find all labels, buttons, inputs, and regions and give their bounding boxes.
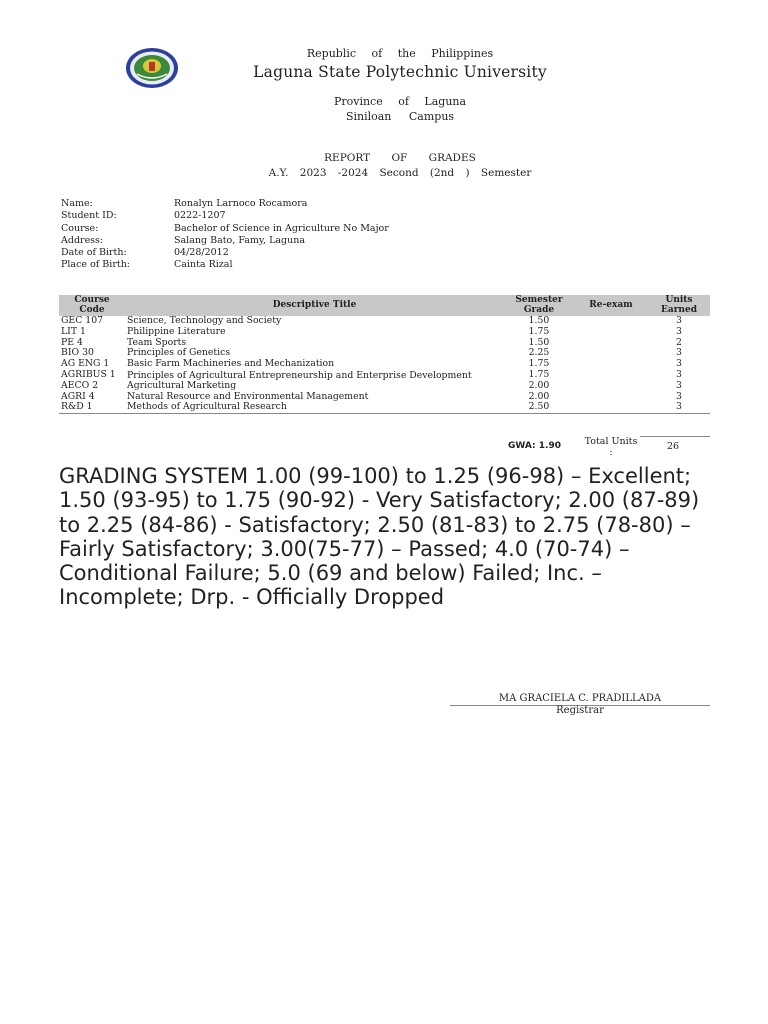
table-row	[59, 402, 710, 413]
total-units-label: Total Units :	[584, 436, 638, 458]
cell-title: Philippine Literature	[127, 325, 226, 337]
cell-grade: 1.75	[528, 325, 550, 337]
republic-heading: Republic of the Philippines	[306, 47, 494, 60]
cell-units: 3	[676, 368, 682, 380]
cell-title: Agricultural Marketing	[127, 379, 237, 391]
info-row-name	[61, 198, 389, 210]
cell-grade: 2.50	[504, 402, 574, 413]
cell-title: Principles of Genetics	[127, 347, 231, 359]
cell-grade: 1.50	[528, 336, 550, 348]
gwa-value: GWA: 1.90	[508, 441, 561, 451]
cell-grade: 1.75	[528, 358, 550, 370]
cell-reexam	[574, 402, 648, 413]
cell-grade: 2.00	[528, 379, 550, 391]
cell-code: PE 4	[61, 336, 83, 348]
table-row	[59, 327, 710, 338]
info-row-date-of-birth	[61, 247, 389, 259]
cell-title: Natural Resource and Environmental Management	[127, 390, 369, 402]
cell-grade: 1.75	[528, 368, 550, 380]
info-row-student-id	[61, 210, 389, 222]
grades-table	[59, 295, 710, 414]
registrar-title: Registrar	[556, 705, 604, 716]
info-label: Date of Birth:	[61, 247, 127, 259]
cell-units: 2	[676, 336, 682, 348]
cell-units: 3	[676, 379, 682, 391]
report-title: REPORT OF GRADES	[324, 152, 476, 164]
table-row	[59, 381, 710, 392]
header-course-code: Course Code	[59, 295, 125, 316]
cell-reexam	[574, 392, 648, 403]
cell-reexam	[574, 338, 648, 349]
table-row	[59, 359, 710, 370]
cell-code: AGRIBUS 1	[61, 368, 116, 380]
info-label: Name:	[61, 198, 93, 209]
header-semester-grade: Semester Grade	[504, 295, 574, 316]
cell-code: AGRI 4	[61, 390, 95, 402]
academic-year: A.Y. 2023 -2024 Second (2nd ) Semester	[268, 167, 532, 179]
cell-reexam	[574, 348, 648, 359]
header-reexam: Re-exam	[574, 295, 648, 316]
cell-units: 3	[648, 402, 710, 413]
info-row-address	[61, 235, 389, 247]
cell-code: AECO 2	[61, 379, 99, 391]
cell-reexam	[574, 327, 648, 338]
cell-reexam	[574, 381, 648, 392]
cell-grade: 1.50	[528, 315, 550, 326]
header-units-earned: Units Earned	[648, 295, 710, 316]
info-row-course	[61, 223, 389, 235]
cell-reexam	[574, 370, 648, 381]
cell-code: LIT 1	[61, 325, 86, 337]
cell-units: 3	[676, 347, 682, 359]
cell-reexam	[574, 359, 648, 370]
cell-title: Principles of Agricultural Entrepreneurship and Enterprise Development	[127, 369, 472, 381]
info-label: Address:	[61, 234, 104, 246]
registrar-name: MA GRACIELA C. PRADILLADA	[498, 693, 662, 704]
cell-code: AG ENG 1	[61, 358, 110, 370]
cell-grade: 2.25	[528, 347, 550, 359]
info-label: Course:	[61, 222, 99, 234]
info-label: Place of Birth:	[61, 259, 131, 271]
university-name: Laguna State Polytechnic University	[253, 63, 547, 81]
cell-title: Basic Farm Machineries and Mechanization	[127, 358, 335, 370]
total-units-value: 26	[667, 441, 680, 452]
cell-title: Science, Technology and Society	[127, 315, 282, 326]
info-value: 04/28/2012	[174, 247, 229, 259]
info-value: Ronalyn Larnoco Rocamora	[174, 198, 308, 209]
info-row-place-of-birth	[61, 259, 389, 271]
info-value: Cainta Rizal	[174, 259, 233, 271]
cell-code: R&D 1	[59, 402, 125, 413]
table-header-row	[59, 295, 710, 316]
cell-title: Methods of Agricultural Research	[125, 402, 504, 413]
grading-system-legend: GRADING SYSTEM 1.00 (99-100) to 1.25 (96-98) – Excellent; 1.50 (93-95) to 1.75 (90-92) - Very Satisfactory; 2.00 (87-89) to 2.25 (84-86) - Satisfactory; 2.50 (81-83) to 2.75 (78-80) – Fairly Satisfactory; 3.00(75-77) – Passed; 4.0 (70-74) – Conditional Failure; 5.0 (69 and below) Failed; Inc. – Incomplete; Drp. - Officially Dropped	[59, 464, 700, 610]
cell-units: 3	[676, 358, 682, 370]
info-value: Bachelor of Science in Agriculture No Major	[174, 222, 389, 234]
cell-units: 3	[676, 390, 682, 402]
cell-reexam	[574, 316, 648, 327]
header-descriptive-title: Descriptive Title	[125, 295, 504, 316]
cell-units: 3	[676, 325, 682, 337]
province-line: Province of Laguna	[333, 95, 467, 108]
cell-code: BIO 30	[61, 347, 94, 359]
student-info	[61, 198, 389, 272]
cell-title: Team Sports	[127, 336, 187, 348]
cell-units: 3	[676, 315, 682, 326]
cell-code: GEC 107	[61, 315, 104, 326]
info-label: Student ID:	[61, 210, 117, 222]
info-value: Salang Bato, Famy, Laguna	[174, 234, 306, 246]
cell-grade: 2.00	[528, 390, 550, 402]
total-units-divider	[640, 436, 710, 437]
info-value: 0222-1207	[174, 210, 226, 222]
campus-line: Siniloan Campus	[345, 110, 455, 123]
